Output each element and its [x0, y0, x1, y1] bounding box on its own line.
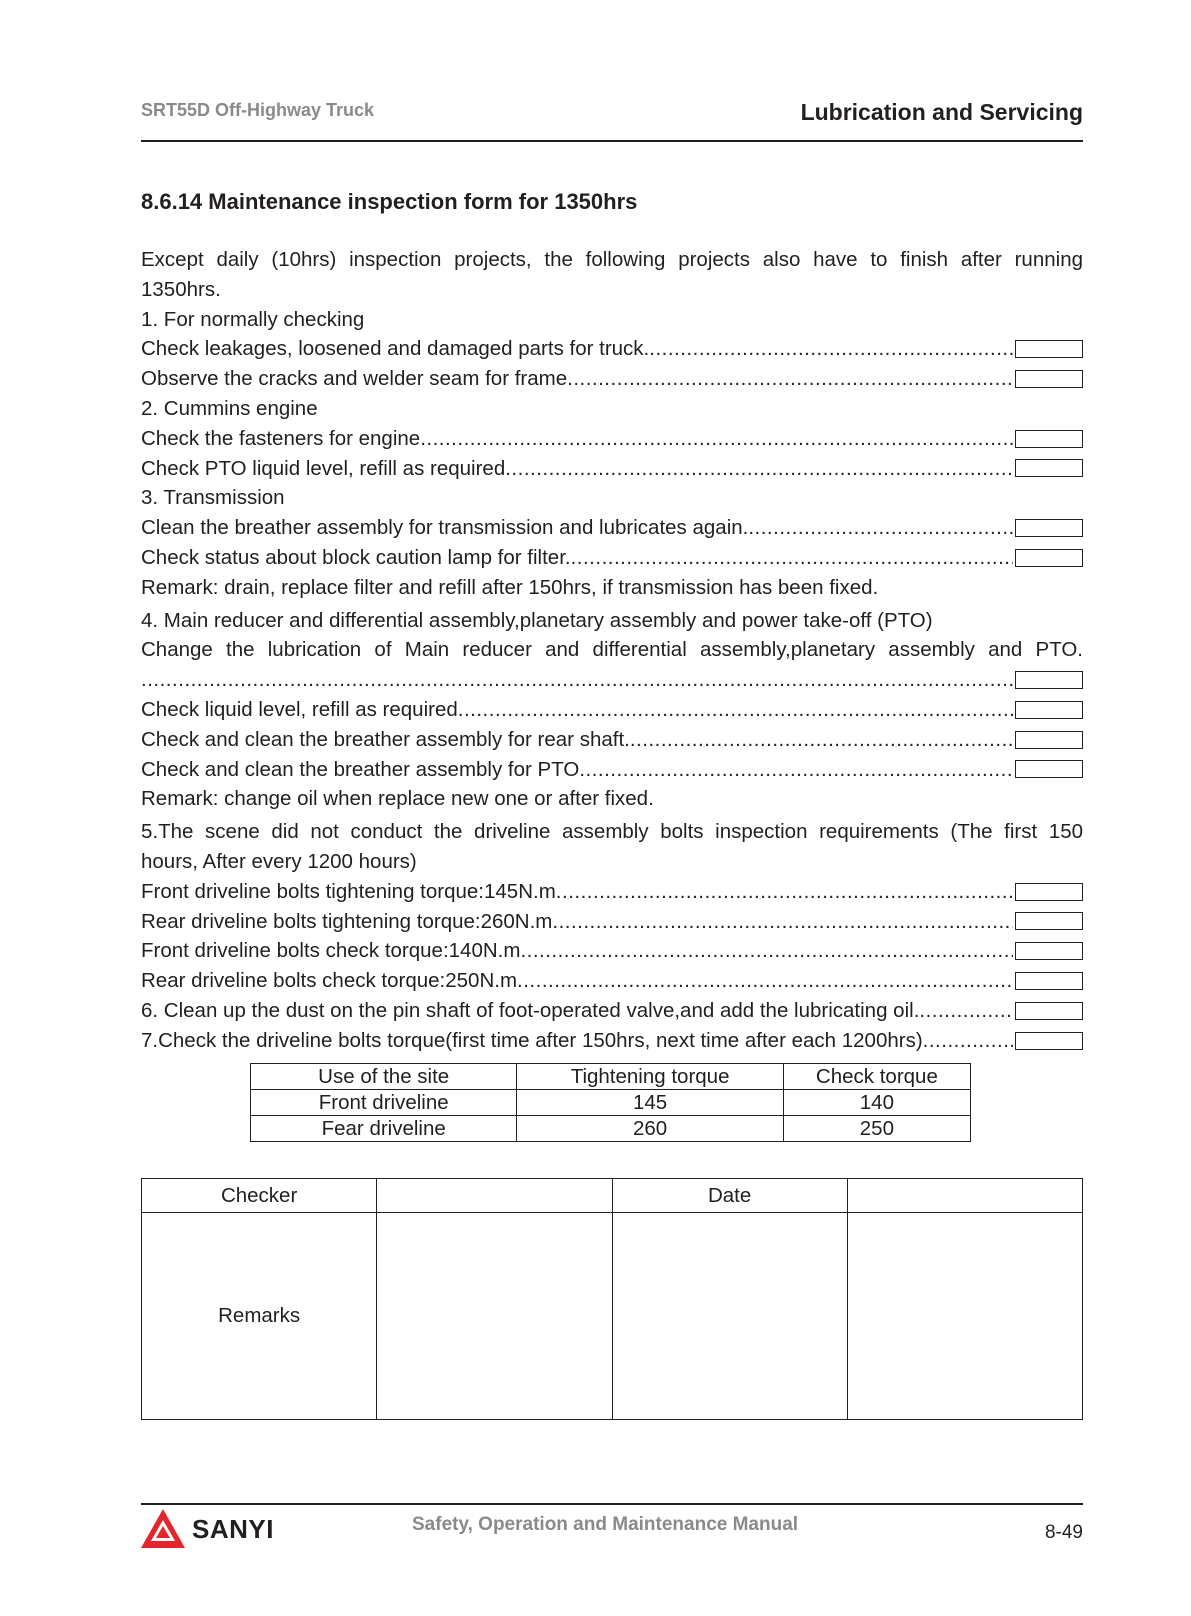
leader-dots	[571, 543, 1013, 573]
group-transmission-heading: 3. Transmission	[141, 486, 285, 510]
check-item	[141, 695, 1083, 725]
intro-line-1: Except daily (10hrs) inspection projects, the following projects also have to finish after running	[141, 248, 1083, 271]
check-item-text: 7.Check the driveline bolts torque(first time after 150hrs, next time after each 1200hrs)	[141, 1028, 923, 1052]
checkbox[interactable]	[1015, 942, 1083, 960]
checkbox[interactable]	[1015, 912, 1083, 930]
leader-dots	[923, 1026, 1013, 1056]
table-cell: 250	[783, 1116, 970, 1142]
table-header-cell: Tightening torque	[517, 1064, 783, 1090]
leader-dots	[556, 877, 1013, 907]
checkbox[interactable]	[1015, 519, 1083, 537]
checker-row	[142, 1179, 1083, 1213]
check-item-text: Observe the cracks and welder seam for frame	[141, 367, 568, 391]
logo-brand-text: SANYI	[192, 1513, 274, 1544]
leader-dots	[567, 364, 1013, 394]
check-item-text: Check status about block caution lamp for filter.	[141, 545, 571, 569]
reducer-remark: Remark: change oil when replace new one or after fixed.	[141, 787, 654, 811]
header-chapter: Lubrication and Servicing	[800, 99, 1083, 125]
check-item-text: 6. Clean up the dust on the pin shaft of foot-operated valve,and add the lubricating oil.	[141, 998, 920, 1022]
transmission-remark: Remark: drain, replace filter and refill after 150hrs, if transmission has been fixed.	[141, 575, 879, 599]
remarks-row	[142, 1213, 1083, 1420]
checkbox[interactable]	[1015, 430, 1083, 448]
checkbox[interactable]	[1015, 459, 1083, 477]
table-cell: 260	[517, 1116, 783, 1142]
check-item	[141, 877, 1083, 907]
torque-table	[250, 1063, 971, 1142]
group-normal-heading: 1. For normally checking	[141, 307, 365, 331]
table-row	[251, 1090, 971, 1116]
checkbox[interactable]	[1015, 731, 1083, 749]
table-header-cell: Use of the site	[251, 1064, 517, 1090]
check-item	[141, 543, 1083, 573]
check-item-text: Check liquid level, refill as required	[141, 697, 458, 721]
table-row	[251, 1116, 971, 1142]
leader-dots	[517, 966, 1013, 996]
checkbox[interactable]	[1015, 370, 1083, 388]
checkbox[interactable]	[1015, 883, 1083, 901]
check-item-text: Rear driveline bolts tightening torque:260N.m	[141, 909, 553, 933]
checker-table	[141, 1178, 1083, 1420]
driveline-heading-1: 5.The scene did not conduct the driveline assembly bolts inspection requirements (The first 150	[141, 820, 1083, 844]
check-item	[141, 424, 1083, 454]
leader-dots	[579, 755, 1013, 785]
leader-dots	[630, 725, 1013, 755]
footer-manual-title: Safety, Operation and Maintenance Manual	[412, 1514, 799, 1535]
date-value-cell[interactable]	[847, 1179, 1082, 1213]
leader-dots	[552, 907, 1013, 937]
check-item-text: Front driveline bolts check torque:140N.m	[141, 939, 521, 963]
check-item-text: Front driveline bolts tightening torque:145N.m	[141, 879, 556, 903]
group-engine-heading: 2. Cummins engine	[141, 396, 318, 420]
leader-dots	[420, 424, 1013, 454]
check-item	[141, 454, 1083, 484]
footer-rule	[141, 1503, 1083, 1505]
check-item-text: Check and clean the breather assembly for PTO	[141, 757, 580, 781]
reducer-change-line: Change the lubrication of Main reducer and differential assembly,planetary assembly and PTO.	[141, 638, 1083, 662]
check-item	[141, 996, 1083, 1026]
table-header-cell: Check torque	[783, 1064, 970, 1090]
leader-dots	[649, 334, 1013, 364]
checkbox[interactable]	[1015, 1002, 1083, 1020]
checkbox[interactable]	[1015, 701, 1083, 719]
check-item	[141, 1026, 1083, 1056]
remarks-label: Remarks	[142, 1213, 377, 1420]
leader-dots	[748, 513, 1013, 543]
leader-dots	[505, 454, 1013, 484]
check-item	[141, 725, 1083, 755]
sanyi-logo	[140, 1508, 274, 1550]
check-item-text: Check the fasteners for engine	[141, 426, 421, 450]
check-item	[141, 936, 1083, 966]
remarks-cell[interactable]	[847, 1213, 1082, 1420]
table-cell: Front driveline	[251, 1090, 517, 1116]
check-item	[141, 334, 1083, 364]
check-item-text: Clean the breather assembly for transmission and lubricates again.	[141, 516, 749, 540]
group-reducer-heading: 4. Main reducer and differential assembly,planetary assembly and power take-off (PTO)	[141, 608, 933, 632]
check-item	[141, 907, 1083, 937]
page-number: 8-49	[1044, 1522, 1083, 1543]
check-item	[141, 966, 1083, 996]
sanyi-logo-icon	[140, 1508, 186, 1550]
table-header-row	[251, 1064, 971, 1090]
header-product: SRT55D Off-Highway Truck	[141, 100, 375, 120]
section-title: 8.6.14 Maintenance inspection form for 1350hrs	[141, 189, 638, 214]
driveline-heading-2: hours, After every 1200 hours)	[141, 849, 417, 873]
leader-dots	[458, 695, 1013, 725]
remarks-cell[interactable]	[377, 1213, 612, 1420]
check-item	[141, 513, 1083, 543]
check-item-text: Check leakages, loosened and damaged parts for truck.	[141, 337, 650, 361]
inspection-content	[141, 245, 1083, 1056]
checker-label: Checker	[142, 1179, 377, 1213]
date-label: Date	[612, 1179, 847, 1213]
leader-dots	[141, 665, 1013, 695]
check-item-text: Rear driveline bolts check torque:250N.m	[141, 969, 518, 993]
check-item-text: Check and clean the breather assembly for rear shaft.	[141, 727, 630, 751]
check-item	[141, 364, 1083, 394]
checkbox[interactable]	[1015, 1032, 1083, 1050]
check-item	[141, 755, 1083, 785]
table-cell: 145	[517, 1090, 783, 1116]
checkbox[interactable]	[1015, 340, 1083, 358]
checker-value-cell[interactable]	[377, 1179, 612, 1213]
header-rule	[141, 140, 1083, 142]
leader-dots	[520, 936, 1013, 966]
checkbox[interactable]	[1015, 549, 1083, 567]
leader-dots	[919, 996, 1013, 1026]
checkbox[interactable]	[1015, 972, 1083, 990]
checkbox[interactable]	[1015, 671, 1083, 689]
remarks-cell[interactable]	[612, 1213, 847, 1420]
table-cell: Fear driveline	[251, 1116, 517, 1142]
intro-line-2: 1350hrs.	[141, 277, 221, 301]
check-item-text: Check PTO liquid level, refill as required	[141, 456, 506, 480]
check-item	[141, 665, 1083, 695]
checkbox[interactable]	[1015, 760, 1083, 778]
table-cell: 140	[783, 1090, 970, 1116]
